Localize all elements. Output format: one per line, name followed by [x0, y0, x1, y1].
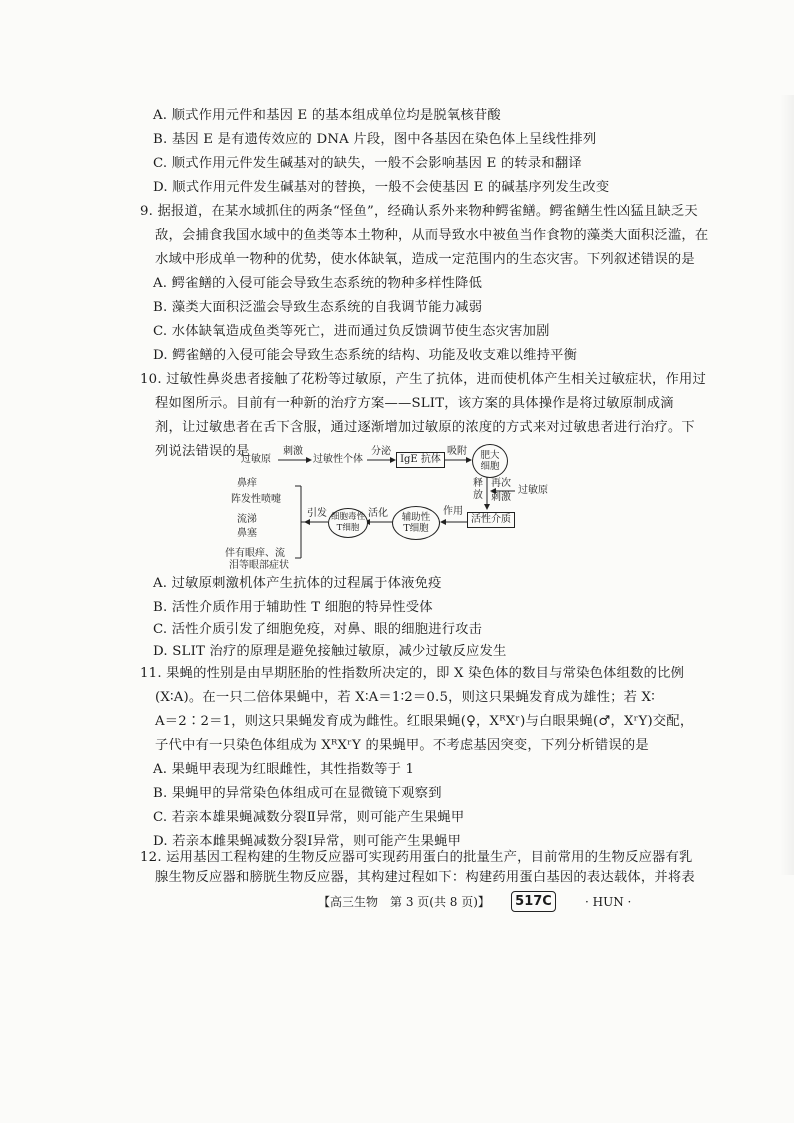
symptom-item: 伴有眼痒、流	[225, 548, 285, 559]
q12-stem-line: 12. 运用基因工程构建的生物反应器可实现药用蛋白的批量生产，目前常用的生物反应器有乳	[140, 850, 693, 865]
q8-option-d: D. 顺式作用元件发生碱基对的替换，一般不会使基因 E 的碱基序列发生改变	[153, 180, 610, 195]
active-medium-box: 活性介质	[467, 512, 515, 528]
symptom-item: 鼻塞	[237, 528, 257, 539]
q9-option-b: B. 藻类大面积泛滥会导致生态系统的自我调节能力减弱	[153, 300, 483, 315]
region-label: · HUN ·	[585, 895, 632, 909]
adsorb-label: 吸附	[447, 446, 467, 457]
q10-stem-line: 10. 过敏性鼻炎患者接触了花粉等过敏原，产生了抗体，进而使机体产生相关过敏症状，作用过	[140, 372, 707, 387]
q11-option-a: A. 果蝇甲表现为红眼雌性，其性指数等于 1	[153, 762, 415, 777]
q9-stem-line: 水域中形成单一物种的优势，使水体缺氧，造成一定范围内的生态灾害。下列叙述错误的是	[155, 252, 695, 267]
secrete-label: 分泌	[371, 446, 391, 457]
q11-option-c: C. 若亲本雄果蝇减数分裂Ⅱ异常，则可能产生果蝇甲	[153, 810, 465, 825]
mast-cell-label: 肥大细胞	[480, 450, 500, 472]
trigger-label: 引发	[307, 508, 327, 519]
stimulate-label: 刺激	[283, 446, 303, 457]
q9-stem-line: 9. 据报道，在某水域抓住的两条“怪鱼”，经确认系外来物种鳄雀鳝。鳄雀鳝生性凶猛且缺乏天	[140, 204, 698, 219]
q9-option-c: C. 水体缺氧造成鱼类等死亡，进而通过负反馈调节使生态灾害加剧	[153, 324, 550, 339]
symptom-item: 泪等眼部症状	[229, 560, 289, 571]
helper-t-cell-label: 辅助性T细胞	[401, 512, 431, 534]
allergen-again-label: 过敏原	[518, 485, 548, 496]
q11-stem-line: 11. 果蝇的性别是由早期胚胎的性指数所决定的，即 X 染色体的数目与常染色体组数的比例	[140, 666, 685, 681]
allergen-label: 过敏原	[241, 454, 271, 465]
q9-option-a: A. 鳄雀鳝的入侵可能会导致生态系统的物种多样性降低	[153, 276, 483, 291]
activate-label: 活化	[368, 508, 388, 519]
q10-option-a: A. 过敏原刺激机体产生抗体的过程属于体液免疫	[153, 576, 442, 591]
allergic-individual-label: 过敏性个体	[313, 454, 363, 465]
cytotoxic-t-cell-label: 细胞毒性T细胞	[330, 512, 365, 533]
release-label: 释放	[473, 478, 483, 501]
q10-option-c: C. 活性介质引发了细胞免疫，对鼻、眼的细胞进行攻击	[153, 622, 483, 637]
q10-option-d: D. SLIT 治疗的原理是避免接触过敏原，减少过敏反应发生	[153, 644, 507, 659]
symptom-item: 鼻痒	[237, 478, 257, 489]
q11-stem-line: A＝2∶2＝1，则这只果蝇发育成为雌性。红眼果蝇(♀，XᴿXʳ)与白眼果蝇(♂，XʳY)交配，	[155, 714, 694, 729]
symptom-item: 流涕	[237, 514, 257, 525]
q8-option-c: C. 顺式作用元件发生碱基对的缺失，一般不会影响基因 E 的转录和翻译	[153, 156, 582, 171]
q9-stem-line: 敌，会捕食我国水域中的鱼类等本土物种，从而导致水中被鱼当作食物的藻类大面积泛滥，在	[155, 228, 709, 243]
stimulate2-label: 刺激	[491, 492, 511, 503]
act-on-label: 作用	[443, 506, 463, 517]
cytotoxic-t-cell-node	[328, 508, 368, 538]
q10-stem-line: 程如图所示。目前有一种新的治疗方案——SLIT，该方案的具体操作是将过敏原制成滴	[155, 396, 674, 411]
helper-t-cell-node	[392, 506, 440, 540]
q10-stem-line: 列说法错误的是	[155, 444, 250, 459]
ige-antibody-box: IgE 抗体	[396, 452, 445, 468]
q11-stem-line: (X∶A)。在一只二倍体果蝇中，若 X∶A＝1∶2＝0.5，则这只果蝇发育成为雄性；若 X∶	[155, 690, 655, 705]
page-footer-subject: 【高三生物 第 3 页(共 8 页)】	[318, 895, 490, 909]
allergy-process-diagram	[225, 440, 555, 570]
paper-code-badge: 517C	[511, 891, 556, 912]
q10-option-b: B. 活性介质作用于辅助性 T 细胞的特异性受体	[153, 600, 433, 615]
symptom-item: 阵发性喷嚏	[231, 494, 281, 505]
q10-stem-line: 剂，让过敏患者在舌下含服，通过逐渐增加过敏原的浓度的方式来对过敏患者进行治疗。下	[155, 420, 695, 435]
again-label: 再次	[491, 478, 511, 489]
q8-option-a: A. 顺式作用元件和基因 E 的基本组成单位均是脱氧核苷酸	[153, 108, 501, 123]
scan-shadow	[780, 95, 794, 875]
q11-option-b: B. 果蝇甲的异常染色体组成可在显微镜下观察到	[153, 786, 442, 801]
q11-option-d: D. 若亲本雌果蝇减数分裂Ⅰ异常，则可能产生果蝇甲	[153, 834, 462, 849]
mast-cell-node	[472, 444, 508, 478]
q11-stem-line: 子代中有一只染色体组成为 XᴿXʳY 的果蝇甲。不考虑基因突变，下列分析错误的是	[155, 738, 649, 753]
q9-option-d: D. 鳄雀鳝的入侵可能会导致生态系统的结构、功能及收支难以维持平衡	[153, 348, 578, 363]
q12-stem-line: 腺生物反应器和膀胱生物反应器，其构建过程如下：构建药用蛋白基因的表达载体，并将表	[155, 870, 695, 885]
q8-option-b: B. 基因 E 是有遗传效应的 DNA 片段，图中各基因在染色体上呈线性排列	[153, 132, 597, 147]
